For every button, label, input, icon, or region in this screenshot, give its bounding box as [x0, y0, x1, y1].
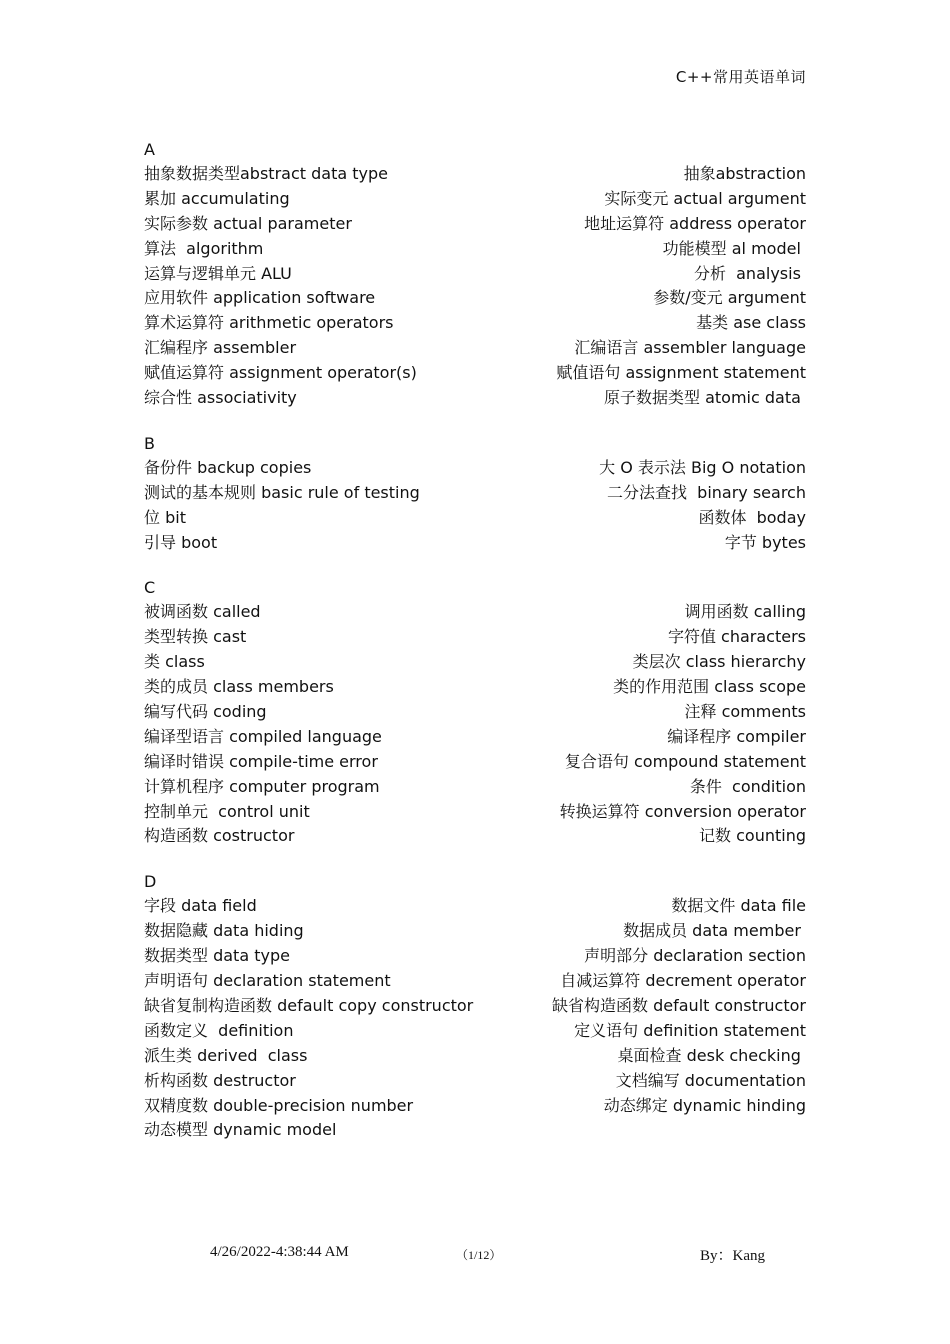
glossary-row — [144, 506, 806, 531]
glossary-row — [144, 262, 806, 287]
glossary-row — [144, 969, 806, 994]
term-left: 双精度数 double-precision number — [144, 1095, 414, 1115]
term-left: 抽象数据类型abstract data type — [144, 164, 388, 183]
term-left: 引导 boot — [144, 532, 218, 552]
glossary-row — [144, 1118, 806, 1143]
glossary-row — [144, 625, 806, 650]
footer-author: By：Kang — [700, 1248, 765, 1264]
term-right: 赋值语句 assignment statement — [556, 363, 806, 383]
term-left: 构造函数 costructor — [144, 826, 295, 846]
term-right: 声明部分 declaration section — [584, 946, 806, 966]
term-right: 动态绑定 dynamic hinding — [603, 1095, 806, 1115]
glossary-row — [144, 824, 806, 849]
term-right: 功能模型 al model — [662, 238, 806, 258]
term-right: 条件 condition — [689, 776, 806, 796]
term-left: 函数定义 definition — [144, 1020, 294, 1040]
term-right: 桌面检查 desk checking — [617, 1045, 806, 1065]
term-right: 数据文件 data file — [671, 896, 806, 916]
glossary-row — [144, 237, 806, 262]
glossary-row — [144, 456, 806, 481]
term-right: 基类 ase class — [696, 313, 806, 333]
section-letter-heading: B — [144, 433, 155, 453]
term-right: 自减运算符 decrement operator — [560, 971, 806, 991]
term-left: 测试的基本规则 basic rule of testing — [144, 482, 420, 502]
glossary-row — [144, 600, 806, 625]
section-letter-heading: A — [144, 140, 155, 159]
term-right: 转换运算符 conversion operator — [559, 801, 806, 821]
term-right: 缺省构造函数 default constructor — [552, 995, 806, 1015]
glossary-row — [144, 750, 806, 775]
term-left: 缺省复制构造函数 default copy constructor — [144, 995, 474, 1015]
glossary-row — [144, 800, 806, 825]
term-left: 派生类 derived class — [144, 1045, 308, 1065]
term-left: 析构函数 destructor — [144, 1070, 296, 1090]
term-right: 编译程序 compiler — [667, 726, 806, 746]
term-left: 位 bit — [144, 507, 186, 527]
term-left: 字段 data field — [144, 896, 257, 916]
term-left: 类的成员 class members — [144, 677, 334, 697]
term-left: 汇编程序 assembler — [144, 338, 297, 358]
term-right: 文档编写 documentation — [615, 1070, 806, 1090]
term-right: 类层次 class hierarchy — [632, 652, 806, 672]
glossary-row — [144, 481, 806, 506]
term-left: 编译时错误 compile-time error — [144, 751, 378, 771]
term-left: 类型转换 cast — [144, 627, 247, 647]
term-right: 分析 analysis — [693, 263, 806, 283]
glossary-section — [144, 137, 806, 411]
glossary-row — [144, 1069, 806, 1094]
term-left: 计算机程序 computer program — [144, 776, 380, 796]
term-left: 类 class — [144, 652, 205, 672]
term-left: 编译型语言 compiled language — [144, 726, 382, 746]
term-left: 数据类型 data type — [144, 946, 290, 966]
term-left: 编写代码 coding — [144, 702, 267, 722]
term-right: 复合语句 compound statement — [564, 751, 806, 771]
term-left: 应用软件 application software — [144, 288, 376, 308]
term-right: 大 O 表示法 Big O notation — [599, 457, 806, 477]
glossary-row — [144, 1044, 806, 1069]
term-left: 控制单元 control unit — [144, 801, 310, 821]
glossary-content — [144, 137, 806, 1163]
term-right: 字节 bytes — [724, 532, 806, 552]
term-right: 注释 comments — [684, 702, 806, 722]
term-left: 实际参数 actual parameter — [144, 213, 352, 233]
term-right: 字符值 characters — [667, 627, 806, 647]
term-left: 声明语句 declaration statement — [144, 971, 391, 991]
term-right: 定义语句 definition statement — [574, 1020, 806, 1040]
term-left: 被调函数 called — [144, 602, 261, 622]
glossary-section — [144, 431, 806, 556]
term-right: 抽象abstraction — [683, 164, 806, 183]
glossary-row — [144, 336, 806, 361]
glossary-row — [144, 162, 806, 187]
term-right: 调用函数 calling — [684, 602, 806, 622]
glossary-row — [144, 919, 806, 944]
glossary-row — [144, 286, 806, 311]
term-right: 类的作用范围 class scope — [613, 677, 806, 697]
term-right: 数据成员 data member — [623, 921, 806, 941]
glossary-row — [144, 1094, 806, 1119]
term-left: 算法 algorithm — [144, 238, 264, 258]
term-right: 原子数据类型 atomic data — [604, 388, 806, 408]
term-right: 实际变元 actual argument — [604, 188, 806, 208]
term-left: 赋值运算符 assignment operator(s) — [144, 363, 417, 383]
term-left: 备份件 backup copies — [144, 457, 312, 477]
glossary-row — [144, 361, 806, 386]
page-footer — [0, 1244, 950, 1266]
glossary-row — [144, 187, 806, 212]
term-right: 记数 counting — [699, 826, 806, 846]
glossary-row — [144, 1019, 806, 1044]
term-left: 累加 accumulating — [144, 188, 290, 208]
glossary-row — [144, 531, 806, 556]
section-letter-heading: D — [144, 872, 157, 892]
footer-page-number: （1/12） — [456, 1248, 502, 1262]
glossary-row — [144, 944, 806, 969]
term-left: 运算与逻辑单元 ALU — [144, 263, 292, 283]
glossary-row — [144, 994, 806, 1019]
glossary-section — [144, 575, 806, 849]
document-header-title: C++常用英语单词 — [675, 68, 806, 86]
glossary-row — [144, 700, 806, 725]
term-right: 地址运算符 address operator — [584, 213, 806, 233]
glossary-row — [144, 894, 806, 919]
term-right: 二分法查找 binary search — [606, 482, 806, 502]
footer-date: 4/26/2022-4:38:44 AM — [210, 1244, 349, 1260]
term-left: 算术运算符 arithmetic operators — [144, 313, 394, 333]
glossary-row — [144, 675, 806, 700]
section-letter-heading: C — [144, 578, 156, 598]
term-right: 函数体 boday — [698, 507, 806, 527]
glossary-section — [144, 869, 806, 1143]
term-left: 综合性 associativity — [144, 388, 297, 408]
glossary-row — [144, 775, 806, 800]
glossary-row — [144, 386, 806, 411]
glossary-row — [144, 725, 806, 750]
glossary-row — [144, 212, 806, 237]
term-right: 汇编语言 assembler language — [574, 338, 806, 358]
term-left: 数据隐藏 data hiding — [144, 921, 304, 941]
term-right: 参数/变元 argument — [653, 288, 806, 308]
glossary-row — [144, 311, 806, 336]
term-left: 动态模型 dynamic model — [144, 1120, 337, 1140]
glossary-row — [144, 650, 806, 675]
